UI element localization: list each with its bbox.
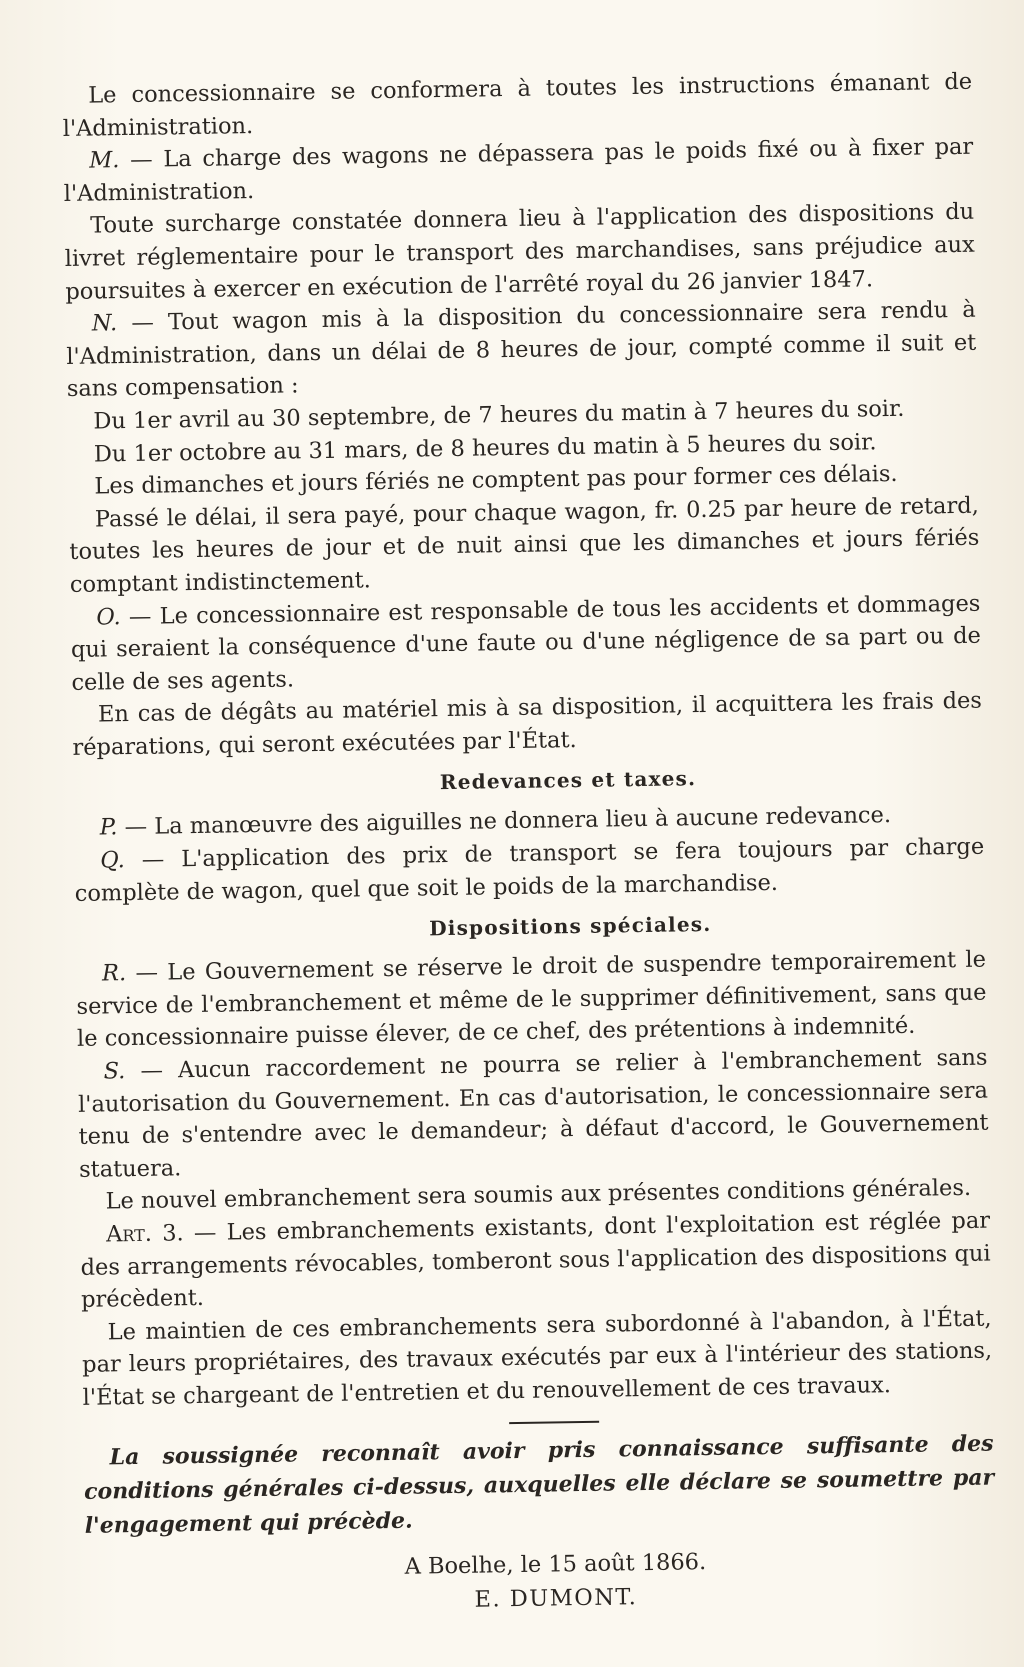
article-3-label: Art. 3. — [105, 1220, 184, 1248]
paragraph-holidays: Les dimanches et jours fériés ne comptent pas pour former ces délais. — [94, 461, 898, 500]
divider-rule — [509, 1420, 599, 1423]
paragraph-new-branch: Le nouvel embranchement sera soumis aux présentes conditions générales. — [105, 1175, 972, 1215]
clause-r-label: R. — [101, 960, 127, 987]
clause-r — [76, 944, 987, 1056]
clause-q — [74, 831, 985, 910]
clause-q-label: Q. — [100, 847, 125, 874]
clause-q-text: — L'application des prix de transport se fera toujours par charge complète de wagon, quel que soit le poids de la marchandise. — [74, 833, 985, 907]
clause-n-text: — Tout wagon mis à la disposition du concessionnaire sera rendu à l'Administration, dans un délai de 8 heures de jour, compté comme il suit et sans compensation : — [66, 296, 977, 403]
clause-o — [70, 587, 981, 699]
clause-p-text: — La manœuvre des aiguilles ne donnera lieu à aucune redevance. — [117, 802, 892, 841]
clause-s-label: S. — [103, 1058, 126, 1085]
clause-o-label: O. — [96, 603, 121, 631]
clause-p-label: P. — [99, 814, 118, 841]
paragraph-late-fee: Passé le délai, il sera payé, pour chaque wagon, fr. 0.25 par heure de retard, toutes les heures de jour et de nuit ainsi que les dimanches et jours fériés comptant indistinctement. — [69, 492, 980, 598]
clause-s — [77, 1042, 989, 1187]
clause-m-text: — La charge des wagons ne dépassera pas le poids fixé ou à fixer par l'Administration. — [63, 133, 974, 207]
paragraph-winter-hours: Du 1er octobre au 31 mars, de 8 heures du matin à 5 heures du soir. — [93, 428, 877, 468]
signature-name: E. DUMONT. — [474, 1583, 638, 1613]
signature-place-date: A Boelhe, le 15 août 1866. — [404, 1548, 707, 1580]
section-heading-dispositions: Dispositions spéciales. — [429, 912, 712, 941]
article-3 — [80, 1205, 991, 1317]
clause-o-text: — Le concessionnaire est responsable de tous les accidents et dommages qui seraient la conséquence d'une faute ou d'une négligence de sa part ou de celle de ses agents. — [70, 590, 982, 696]
paragraph-instructions: Le concessionnaire se conformera à toutes les instructions émanant de l'Administration. — [62, 68, 973, 142]
clause-r-text: — Le Gouvernement se réserve le droit de suspendre temporairement le service de l'embranchement et même de le supprimer définitivement, sans que le concessionnaire puisse élever, de ce chef, des prétentions à indemnité. — [76, 946, 987, 1053]
paragraph-damages: En cas de dégâts au matériel mis à sa disposition, il acquittera les frais des réparations, qui seront exécutées par l'État. — [72, 687, 983, 761]
paragraph-maintenance: Le maintien de ces embranchements sera subordonné à l'abandon, à l'État, par leurs propriétaires, des travaux exécutés par eux à l'intérieur des stations, l'État se chargeant de l'entretien et du renouvellement de ces travaux. — [81, 1305, 993, 1411]
clause-n — [66, 294, 977, 406]
section-heading-redevances: Redevances et taxes. — [439, 766, 697, 795]
clause-n-label: N. — [91, 310, 118, 337]
acknowledgement-statement: La soussignée reconnaît avoir pris connaissance suffisante des conditions générales ci-dessus, auxquelles elle déclare se soumettre par l'engagement qui précède. — [83, 1430, 995, 1539]
paragraph-surcharge: Toute surcharge constatée donnera lieu à l'application des dispositions du livret réglementaire pour le transport des marchandises, sans préjudice aux poursuites à exercer en exécution de l'arrêté royal du 26 janvier 1847. — [64, 199, 975, 305]
document-body — [62, 66, 996, 1623]
clause-s-text: — Aucun raccordement ne pourra se relier à l'embranchement sans l'autorisation du Gouvernement. En cas d'autorisation, le concessionnaire sera tenu de s'entendre avec le demandeur; à défaut d'accord, le Gouvernement statuera. — [77, 1044, 989, 1183]
article-3-text: — Les embranchements existants, dont l'exploitation est réglée par des arrangements révocables, tomberont sous l'application des dispositions qui précèdent. — [80, 1207, 991, 1314]
clause-m-label: M. — [89, 147, 120, 174]
paragraph-summer-hours: Du 1er avril au 30 septembre, de 7 heures du matin à 7 heures du soir. — [93, 395, 905, 435]
